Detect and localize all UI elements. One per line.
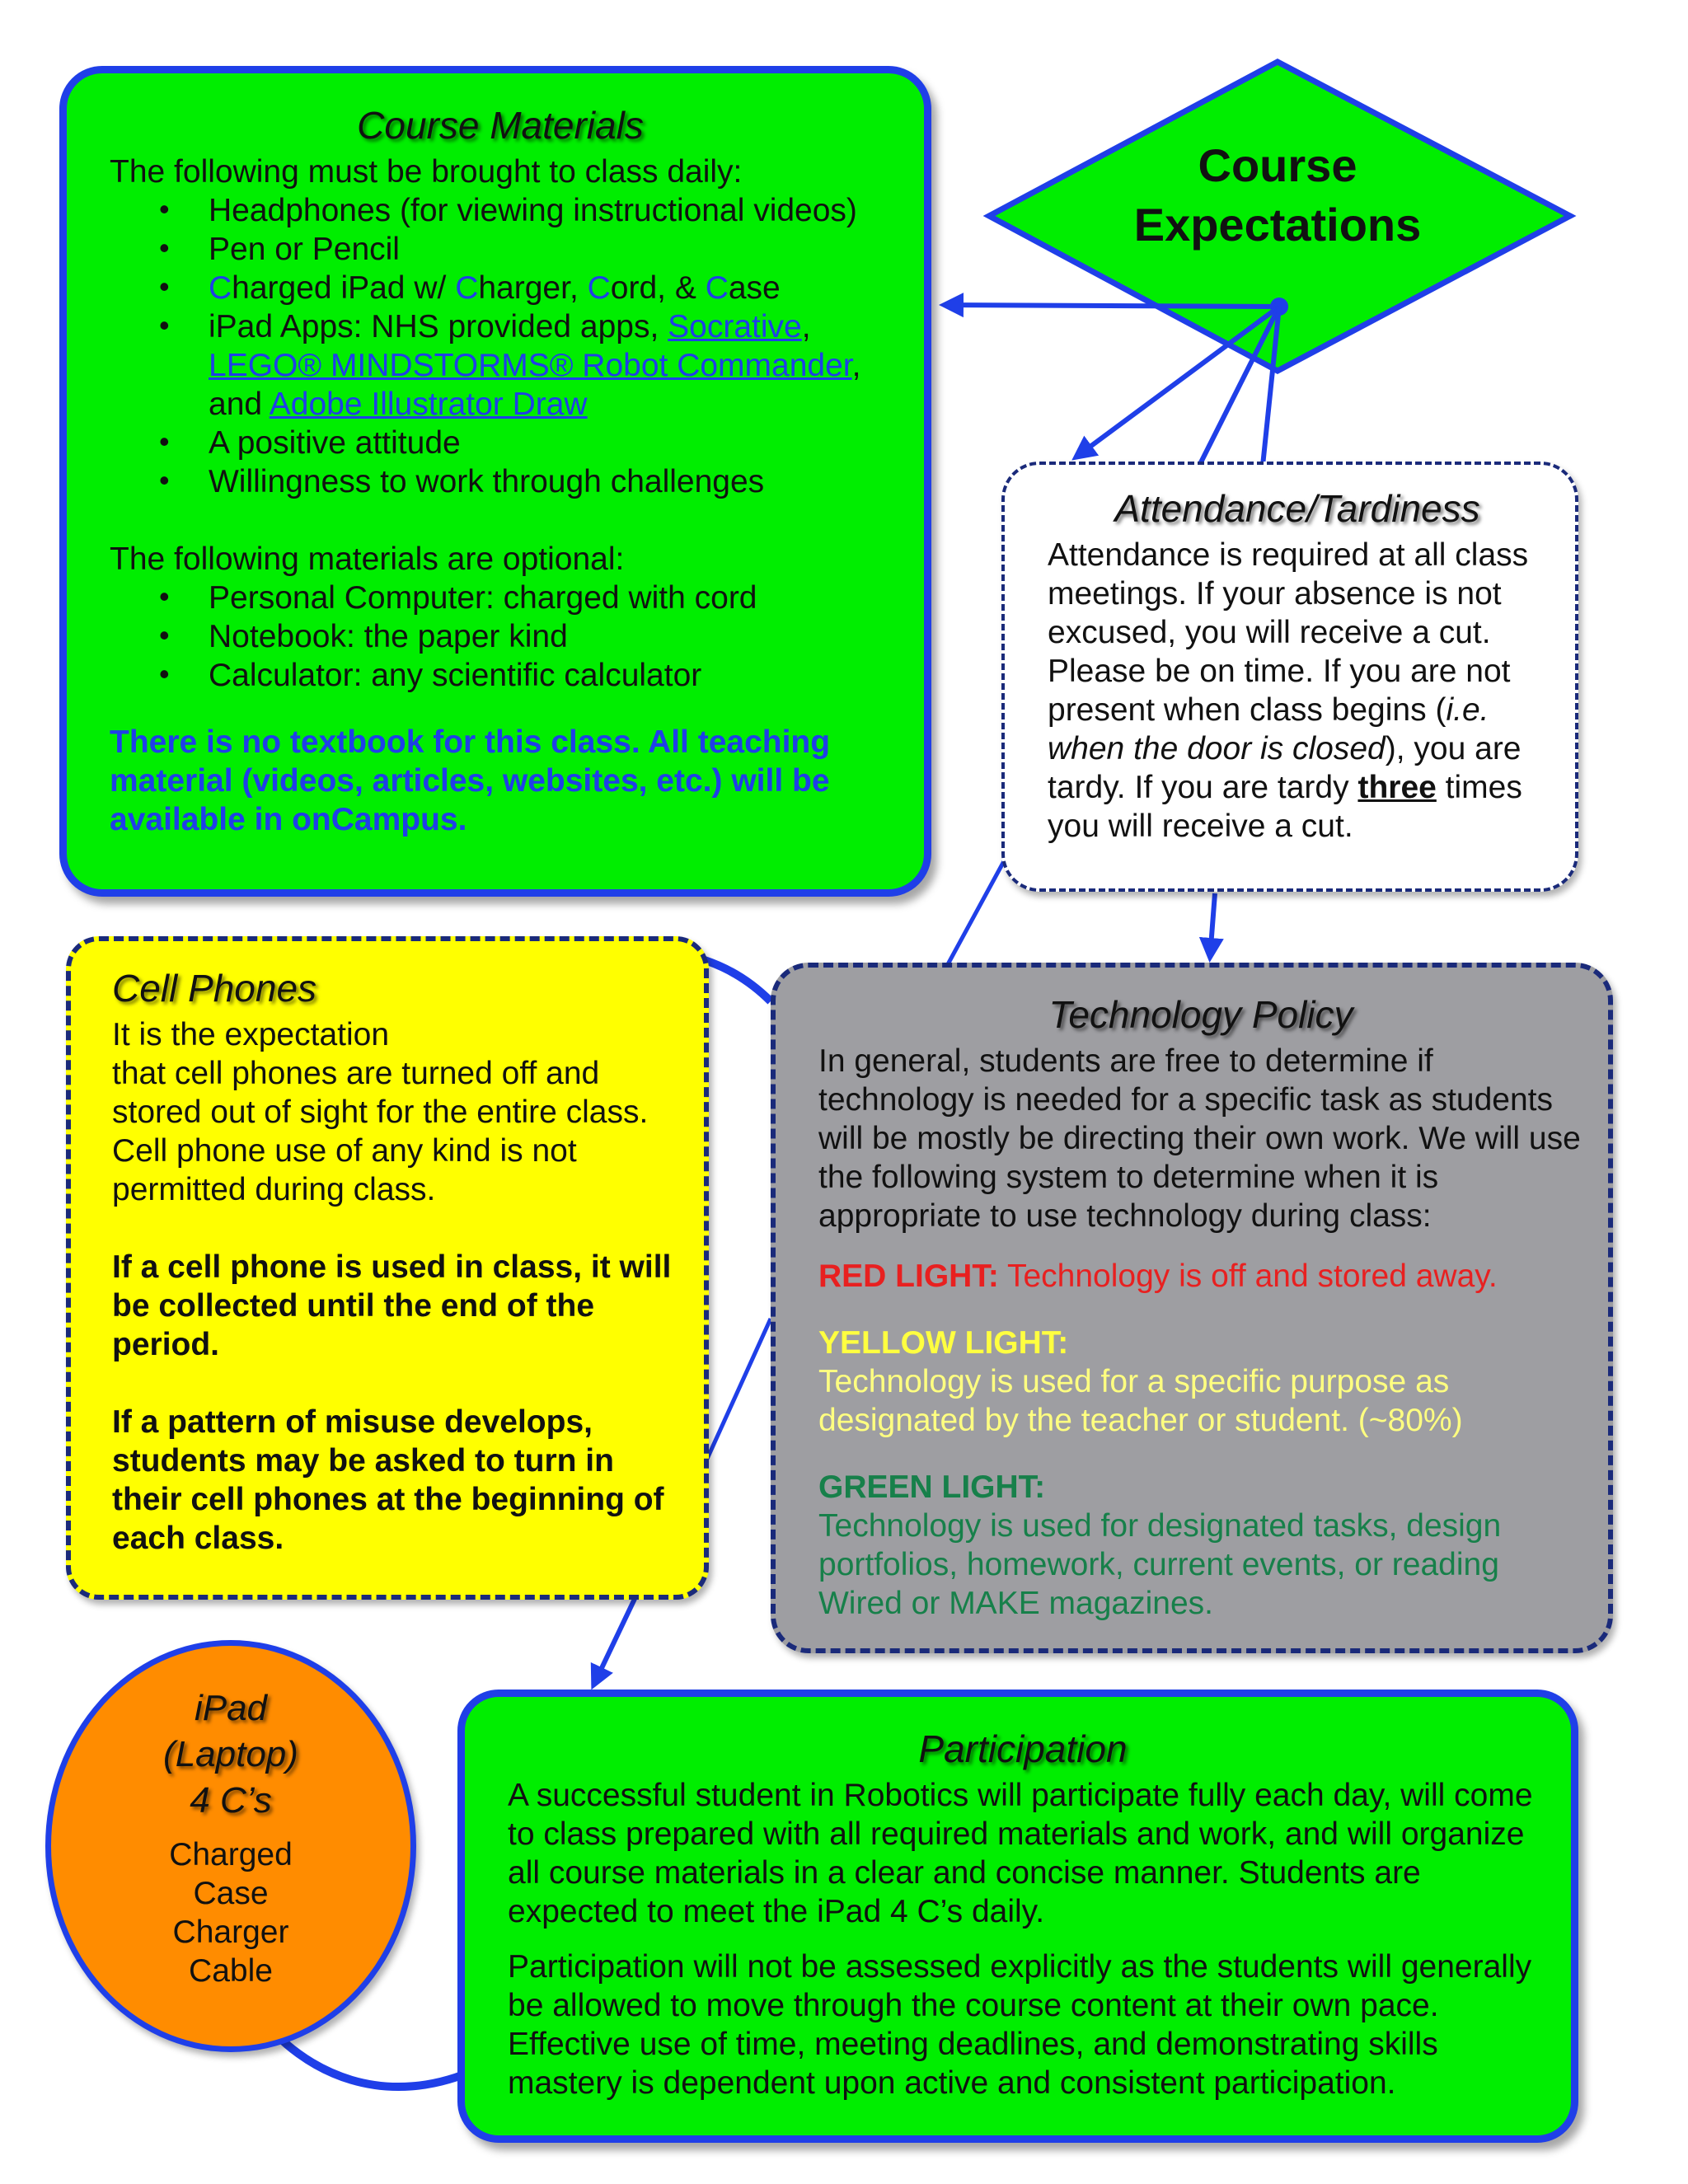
- attendance-heading: Attendance/Tardiness: [1114, 487, 1480, 530]
- socrative-link[interactable]: Socrative: [668, 309, 802, 344]
- list-item: • Calculator: any scientific calculator: [209, 656, 891, 695]
- cell-phones-box: [66, 936, 709, 1600]
- materials-intro: The following must be brought to class daily:: [110, 154, 743, 190]
- no-textbook-note: There is no textbook for this class. All teaching material (videos, articles, websites, etc.) will be available in onCampus.: [110, 724, 831, 837]
- red-light-rule: RED LIGHT: Technology is off and stored away.: [818, 1258, 1498, 1294]
- ipad-heading-2: (Laptop): [163, 1734, 298, 1774]
- illustrator-draw-link[interactable]: Adobe Illustrator Draw: [269, 387, 588, 422]
- phones-rule-2: If a pattern of misuse develops, students may be asked to turn in their cell phones at the beginning of each class.: [112, 1404, 664, 1556]
- list-item: • Headphones (for viewing instructional videos): [209, 191, 891, 230]
- participation-box: [457, 1690, 1578, 2143]
- phones-rule-1: If a cell phone is used in class, it will be collected until the end of the period.: [112, 1249, 672, 1362]
- ipad-item-charged: Charged: [169, 1837, 293, 1872]
- phones-text-1: It is the expectation: [112, 1017, 390, 1052]
- list-item: • A positive attitude: [209, 424, 891, 462]
- arrow-attendance-to-tech: [1210, 893, 1215, 958]
- optional-intro: The following materials are optional:: [110, 541, 625, 577]
- list-item: • Personal Computer: charged with cord: [209, 579, 891, 617]
- line-attendance-to-tech-left: [948, 861, 1004, 964]
- list-item: • Charged iPad w/ Charger, Cord, & Case: [209, 269, 891, 307]
- ipad-item-cable: Cable: [189, 1953, 273, 1989]
- list-item: • Notebook: the paper kind: [209, 617, 891, 656]
- course-materials-heading: Course Materials: [357, 104, 644, 147]
- ipad-4cs-circle: [45, 1640, 416, 2052]
- tech-intro: In general, students are free to determine if technology is needed for a specific task as students will be mostly be directing their own work. We will use the following system to determine when it is appropriate to use technology during class:: [818, 1043, 1581, 1234]
- attendance-text: Attendance is required at all class meetings. If your absence is not excused, you will receive a cut. Please be on time. If you are not present when class begins (i.e. when the door is closed), you are tardy. If you are tardy three times you will receive a cut.: [1048, 537, 1529, 844]
- participation-text-2: Participation will not be assessed explicitly as the students will generally be allowed to move through the course content at their own pace. Effective use of time, meeting deadlines, and demonstrating skills mastery is dependent upon active and consistent participation.: [508, 1949, 1532, 2101]
- robot-commander-link[interactable]: LEGO® MINDSTORMS® Robot Commander: [209, 348, 852, 383]
- line-phones-to-tech: [707, 1319, 771, 1459]
- list-item: • Willingness to work through challenges: [209, 462, 891, 501]
- course-materials-box: [59, 66, 931, 897]
- phones-text-2: that cell phones are turned off and stored out of sight for the entire class. Cell phone use of any kind is not permitted during class.: [112, 1056, 649, 1207]
- yellow-light-rule: YELLOW LIGHT: Technology is used for a specific purpose as designated by the teacher or student. (~80%): [818, 1325, 1463, 1438]
- arrow-to-attendance: [1076, 307, 1279, 457]
- course-expectations-title: [1022, 136, 1533, 255]
- arrow-to-materials: [944, 305, 1279, 307]
- attendance-box: [1001, 462, 1578, 892]
- participation-text-1: A successful student in Robotics will participate fully each day, will come to class prepared with all required materials and work, and will organize all course materials in a clear and concise manner. Students are expected to meet the iPad 4 C’s daily.: [508, 1778, 1533, 1929]
- green-light-rule: GREEN LIGHT: Technology is used for designated tasks, design portfolios, homework, current events, or reading Wired or MAKE magazines.: [818, 1469, 1502, 1621]
- cell-phones-heading: Cell Phones: [112, 967, 317, 1010]
- arrow-to-participation: [593, 1599, 635, 1685]
- participation-heading: Participation: [918, 1727, 1128, 1770]
- ipad-item-charger: Charger: [172, 1915, 289, 1950]
- list-item: • iPad Apps: NHS provided apps, Socrative, LEGO® MINDSTORMS® Robot Commander, and Adobe Illustrator Draw: [209, 307, 891, 424]
- title-line-2: Expectations: [1133, 199, 1422, 251]
- list-item: • Pen or Pencil: [209, 230, 891, 269]
- technology-policy-box: [771, 963, 1613, 1653]
- ipad-item-case: Case: [193, 1876, 269, 1911]
- title-line-1: Course: [1198, 139, 1357, 191]
- required-materials-list: [110, 191, 891, 501]
- ipad-heading-1: iPad: [194, 1688, 268, 1728]
- technology-policy-heading: Technology Policy: [1048, 993, 1353, 1036]
- ipad-heading-3: 4 C’s: [190, 1780, 272, 1821]
- optional-materials-list: [110, 579, 891, 695]
